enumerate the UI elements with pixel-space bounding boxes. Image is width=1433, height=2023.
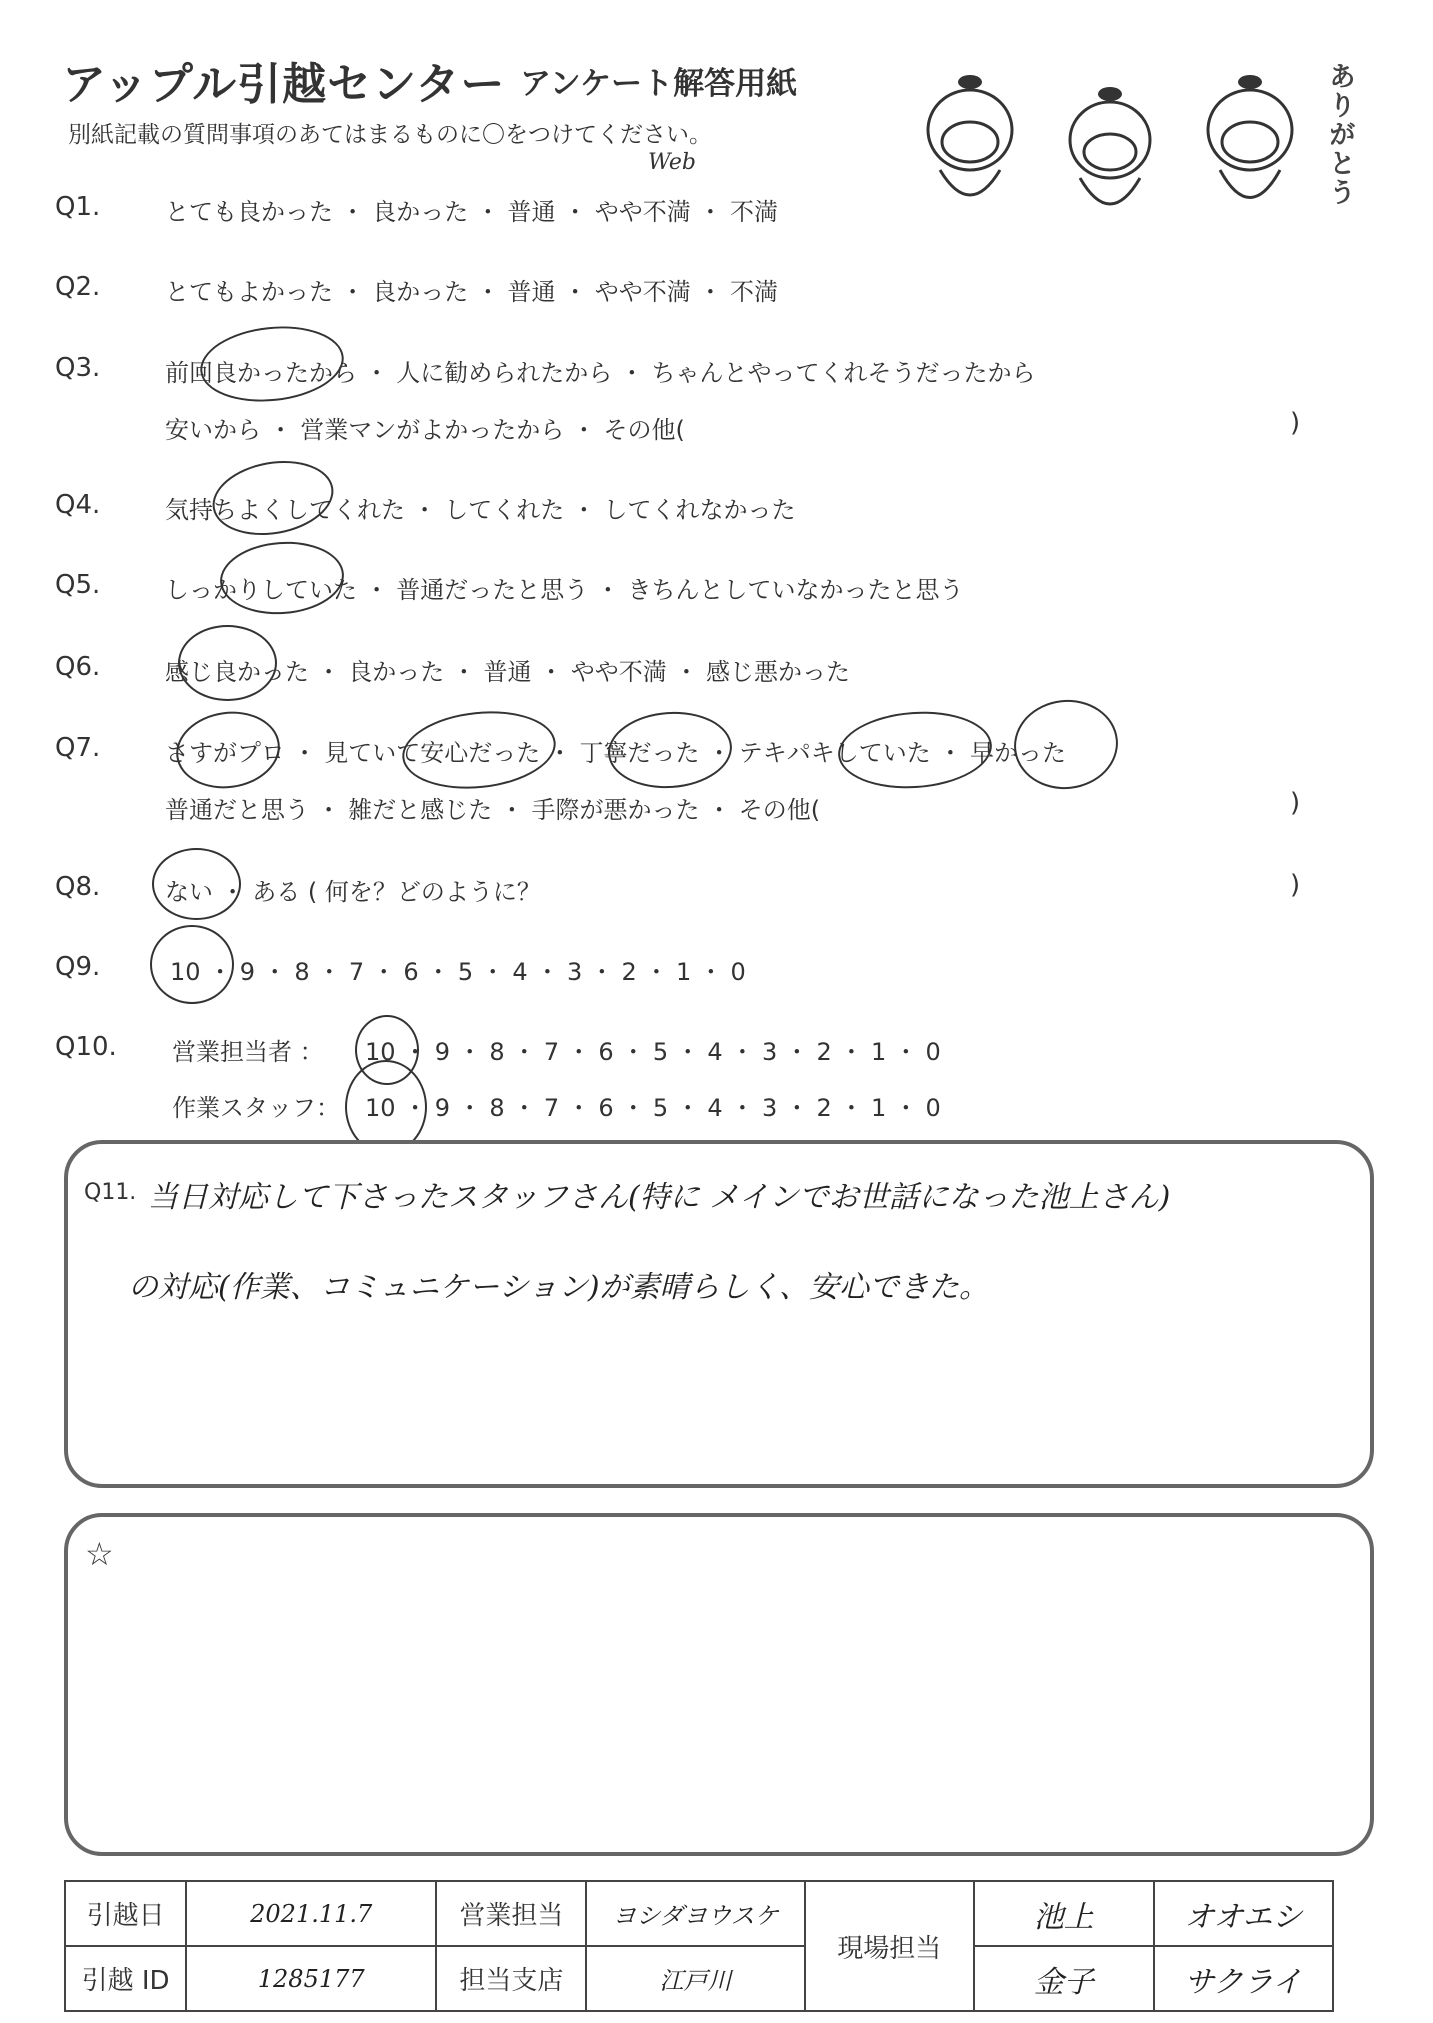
q7-label: Q7. <box>55 733 101 763</box>
site-staff-label: 現場担当 <box>805 1881 975 2011</box>
q7-options-line1: さすがプロ ・ 見ていて安心だった ・ 丁寧だった ・ テキパキしていた ・ 早かった <box>165 739 1067 767</box>
site-staff-4: サクライ <box>1154 1946 1333 2011</box>
q4-answer-circle <box>207 452 340 544</box>
thanks-text: ありがとう <box>1324 62 1355 207</box>
q9-scale: 10 ・ 9 ・ 8 ・ 7 ・ 6 ・ 5 ・ 4 ・ 3 ・ 2 ・ 1 ・ 0 <box>170 958 746 986</box>
q7-answer-circle-4 <box>836 707 995 794</box>
branch-label: 担当支店 <box>436 1946 586 2011</box>
q3-answer-circle <box>197 320 348 409</box>
q8-label: Q8. <box>55 872 101 902</box>
q3-options-line2: 安いから ・ 営業マンがよかったから ・ その他( <box>165 416 685 444</box>
q6-label: Q6. <box>55 652 101 682</box>
q11-answer-line2: の対応(作業、コミュニケーション)が素晴らしく、安心できた。 <box>128 1270 990 1305</box>
form-title: アップル引越センター <box>62 59 506 110</box>
q2-label: Q2. <box>55 272 101 302</box>
sales-value: ヨシダヨウスケ <box>586 1881 804 1946</box>
instruction-text: 別紙記載の質問事項のあてはまるものに〇をつけてください。 <box>68 122 712 148</box>
q5-options: しっかりしていた ・ 普通だったと思う ・ きちんとしていなかったと思う <box>165 576 964 604</box>
q11-label: Q11. <box>84 1180 137 1205</box>
move-id-label: 引越 ID <box>65 1946 186 2011</box>
comment-box <box>64 1513 1374 1856</box>
q3-options-line1: 前回良かったから ・ 人に勧められたから ・ ちゃんとやってくれそうだったから <box>165 359 1036 387</box>
q1-web-note: Web <box>648 150 696 175</box>
monkey-mascot-illustration <box>900 60 1320 250</box>
q7-close-paren: ) <box>1290 788 1301 818</box>
q8-options: ない ・ ある ( 何を？どのように？ <box>165 878 541 906</box>
info-table <box>64 1880 1334 2012</box>
site-staff-1: 池上 <box>974 1881 1153 1946</box>
q10-label: Q10. <box>55 1032 117 1062</box>
q11-answer-line1: 当日対応して下さったスタッフさん(特に メインでお世話になった池上さん) <box>148 1180 1171 1215</box>
q2-options: とてもよかった ・ 良かった ・ 普通 ・ やや不満 ・ 不満 <box>165 278 779 306</box>
q7-answer-circle-2 <box>398 704 559 796</box>
site-staff-2: オオエシ <box>1154 1881 1333 1946</box>
branch-value: 江戸川 <box>586 1946 804 2011</box>
q6-options: 感じ良かった ・ 良かった ・ 普通 ・ やや不満 ・ 感じ悪かった <box>165 658 851 686</box>
sales-label: 営業担当 <box>436 1881 586 1946</box>
q4-options: 気持ちよくしてくれた ・ してくれた ・ してくれなかった <box>165 496 796 524</box>
q5-label: Q5. <box>55 570 101 600</box>
q1-label: Q1. <box>55 192 101 222</box>
q7-options-line2: 普通だと思う ・ 雑だと感じた ・ 手際が悪かった ・ その他( <box>165 796 821 824</box>
form-subtitle: アンケート解答用紙 <box>520 66 798 102</box>
q4-label: Q4. <box>55 490 101 520</box>
star-icon: ☆ <box>85 1535 114 1573</box>
move-date-value: 2021.11.7 <box>186 1881 436 1946</box>
site-staff-3: 金子 <box>974 1946 1153 2011</box>
q7-answer-circle-5 <box>1010 695 1123 794</box>
q10-staff-label: 作業スタッフ： <box>172 1094 340 1122</box>
q3-close-paren: ) <box>1290 408 1301 438</box>
q9-label: Q9. <box>55 952 101 982</box>
move-date-label: 引越日 <box>65 1881 186 1946</box>
q9-answer-circle <box>150 925 234 1004</box>
q10-sales-label: 営業担当者 ： <box>172 1038 324 1066</box>
q3-label: Q3. <box>55 353 101 383</box>
q8-close-paren: ) <box>1290 870 1301 900</box>
q7-answer-circle-3 <box>606 708 735 792</box>
q6-answer-circle <box>178 625 277 701</box>
q10-sales-scale: 10 ・ 9 ・ 8 ・ 7 ・ 6 ・ 5 ・ 4 ・ 3 ・ 2 ・ 1 ・ 0 <box>365 1038 941 1066</box>
q10-staff-scale: 10 ・ 9 ・ 8 ・ 7 ・ 6 ・ 5 ・ 4 ・ 3 ・ 2 ・ 1 ・ 0 <box>365 1094 941 1122</box>
move-id-value: 1285177 <box>186 1946 436 2011</box>
q1-options: とても良かった ・ 良かった ・ 普通 ・ やや不満 ・ 不満 <box>165 198 779 226</box>
q7-answer-circle-1 <box>171 705 285 795</box>
q8-answer-circle <box>152 848 241 920</box>
q5-answer-circle <box>218 538 347 618</box>
